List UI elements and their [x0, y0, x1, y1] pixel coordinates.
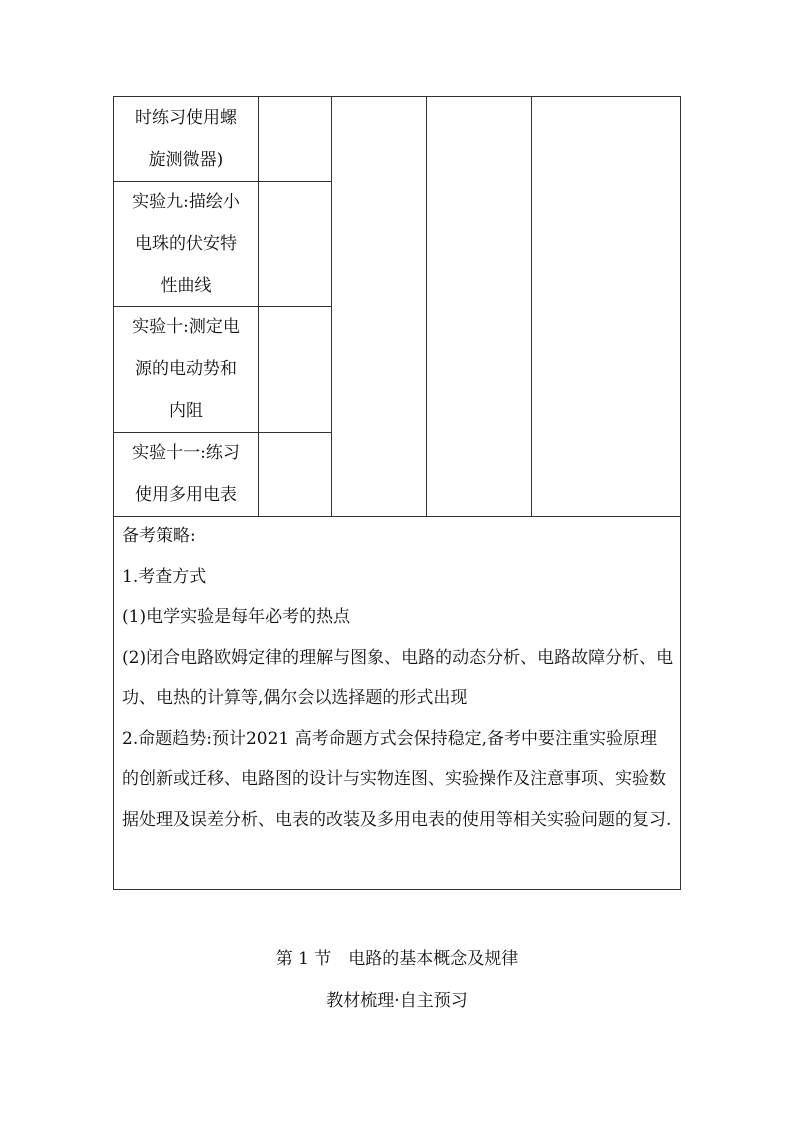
strategy-item: 1.考查方式	[122, 566, 207, 587]
experiment-cell: 实验十一:练习 使用多用电表	[132, 443, 240, 505]
section-subtitle: 教材梳理·自主预习	[326, 991, 468, 1011]
experiment-cell: 实验九:描绘小 电珠的伏安特 性曲线	[132, 192, 240, 296]
column-divider	[426, 97, 427, 516]
column-divider	[531, 97, 532, 516]
strategy-item: 2.命题趋势:预计2021 高考命题方式会保持稳定,备考中要注重实验原理的创新或迁移、电路图的设计与实物连图、实验操作及注意事项、实验数据处理及误差分析、电表的改装及多用电表的使用等相关实验问题的复习.	[122, 728, 672, 830]
strategy-title: 备考策略:	[122, 526, 196, 546]
experiment-cell: 时练习使用螺 旋测微器)	[135, 108, 237, 170]
exam-outline-table	[113, 96, 681, 890]
exam-strategy	[122, 516, 674, 840]
experiment-cell: 实验十:测定电 源的电动势和 内阻	[132, 317, 240, 421]
column-divider	[331, 97, 332, 516]
section-title: 第 1 节 电路的基本概念及规律	[275, 949, 519, 969]
strategy-subitem: (2)闭合电路欧姆定律的理解与图象、电路的动态分析、电路故障分析、电功、电热的计算等,偶尔会以选择题的形式出现	[122, 647, 674, 708]
strategy-subitem: (1)电学实验是每年必考的热点	[122, 607, 351, 627]
